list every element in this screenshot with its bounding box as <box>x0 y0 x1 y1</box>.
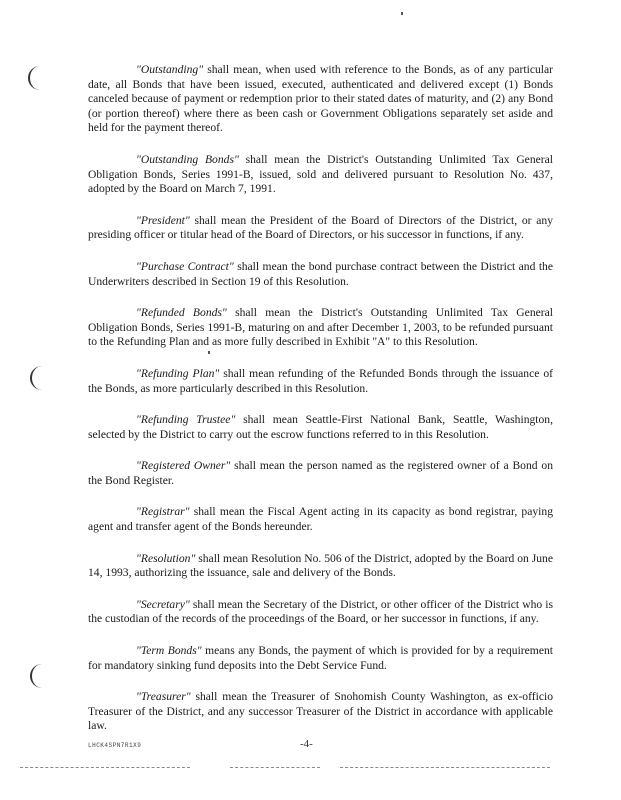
definition-text: shall mean the Fiscal Agent acting in its capacity as bond registrar, paying agent and transfer agent of the Bonds hereunder. <box>88 505 553 534</box>
definition-text: shall mean the District's Outstanding Unlimited Tax General Obligation Bonds, Series 1991-B, issued, sold and delivered pursuant to Resolution No. 437, adopted by the Board on March 7, 1991. <box>88 152 554 196</box>
definition-term: "Purchase Contract" <box>136 259 234 273</box>
definition-text: shall mean the Secretary of the District, or other officer of the District who is the custodian of the records of the proceedings of the Board, or her successor in functions, if any. <box>88 597 553 626</box>
definition-term: "Registered Owner" <box>136 459 231 473</box>
scan-artifact-line <box>230 767 320 768</box>
definition-text: shall mean Resolution No. 506 of the District, adopted by the Board on June 14, 1993, authorizing the issuance, sale and delivery of the Bonds. <box>88 551 553 580</box>
definition-refunded-bonds <box>88 306 553 350</box>
definition-text: shall mean Seattle-First National Bank, Seattle, Washington, selected by the District to carry out the escrow functions referred to in this Resolution. <box>88 413 553 441</box>
definition-term: "Refunding Trustee" <box>136 413 236 427</box>
definition-resolution <box>88 552 553 581</box>
definition-term: "Resolution" <box>136 551 196 565</box>
definition-purchase-contract <box>88 260 553 289</box>
definition-term: "Refunding Plan" <box>136 366 220 380</box>
definition-text: shall mean, when used with reference to the Bonds, as of any particular date, all Bonds that have been issued, executed, authenticated and delivered except (1) Bonds canceled because of payment or redemption prior to their stated dates of maturity, and (2) any Bond (or portion thereof) where there as been cash or Government Obligations separately set aside and held for the payment thereof. <box>88 63 553 135</box>
definition-president <box>88 214 553 243</box>
margin-bracket-mark <box>28 66 44 90</box>
definition-term: "Secretary" <box>136 597 190 611</box>
definition-registered-owner <box>88 459 553 488</box>
scan-speck <box>401 12 403 15</box>
definition-secretary <box>88 598 553 627</box>
margin-bracket-mark <box>30 664 46 688</box>
definition-text: shall mean the District's Outstanding Unlimited Tax General Obligation Bonds, Series 1991-B, maturing on and after December 1, 2003, to be refunded pursuant to the Refunding Plan and as more fully described in Exhibit "A" to this Resolution. <box>88 306 553 349</box>
definition-term: "President" <box>136 213 190 227</box>
definition-treasurer <box>88 690 553 734</box>
definition-refunding-plan <box>88 367 553 396</box>
definition-text: shall mean the bond purchase contract between the District and the Underwriters described in Section 19 of this Resolution. <box>88 259 553 288</box>
definition-term: "Registrar" <box>136 505 190 519</box>
definition-refunding-trustee <box>88 413 553 442</box>
margin-bracket-mark <box>30 366 46 390</box>
scan-artifact-line <box>340 767 550 768</box>
definition-text: means any Bonds, the payment of which is provided for by a requirement for mandatory sinking fund deposits into the Debt Service Fund. <box>88 644 553 672</box>
definition-outstanding <box>88 63 553 136</box>
definition-term: "Outstanding Bonds" <box>136 152 239 166</box>
definition-term: "Treasurer" <box>136 690 191 704</box>
definition-text: shall mean the President of the Board of Directors of the District, or any presiding officer or titular head of the Board of Directors, or his successor in functions, if any. <box>88 213 553 242</box>
definition-text: shall mean the Treasurer of Snohomish County Washington, as ex-officio Treasurer of the District, and any successor Treasurer of the District in accordance with applicable law. <box>88 690 553 733</box>
definition-term: "Refunded Bonds" <box>136 306 227 320</box>
definition-term: "Outstanding" <box>136 63 204 76</box>
definition-term-bonds <box>88 644 553 673</box>
definition-text: shall mean the person named as the registered owner of a Bond on the Bond Register. <box>88 459 553 487</box>
definitions-list <box>88 63 553 751</box>
definition-outstanding-bonds <box>88 153 553 197</box>
scan-artifact-line <box>20 767 190 768</box>
definition-term: "Term Bonds" <box>136 644 202 658</box>
page-number: -4- <box>300 738 313 750</box>
definition-text: shall mean refunding of the Refunded Bonds through the issuance of the Bonds, as more particularly described in this Resolution. <box>88 366 554 395</box>
definition-registrar <box>88 505 553 534</box>
document-code: LHCK4SPN7R1X9 <box>88 742 142 749</box>
